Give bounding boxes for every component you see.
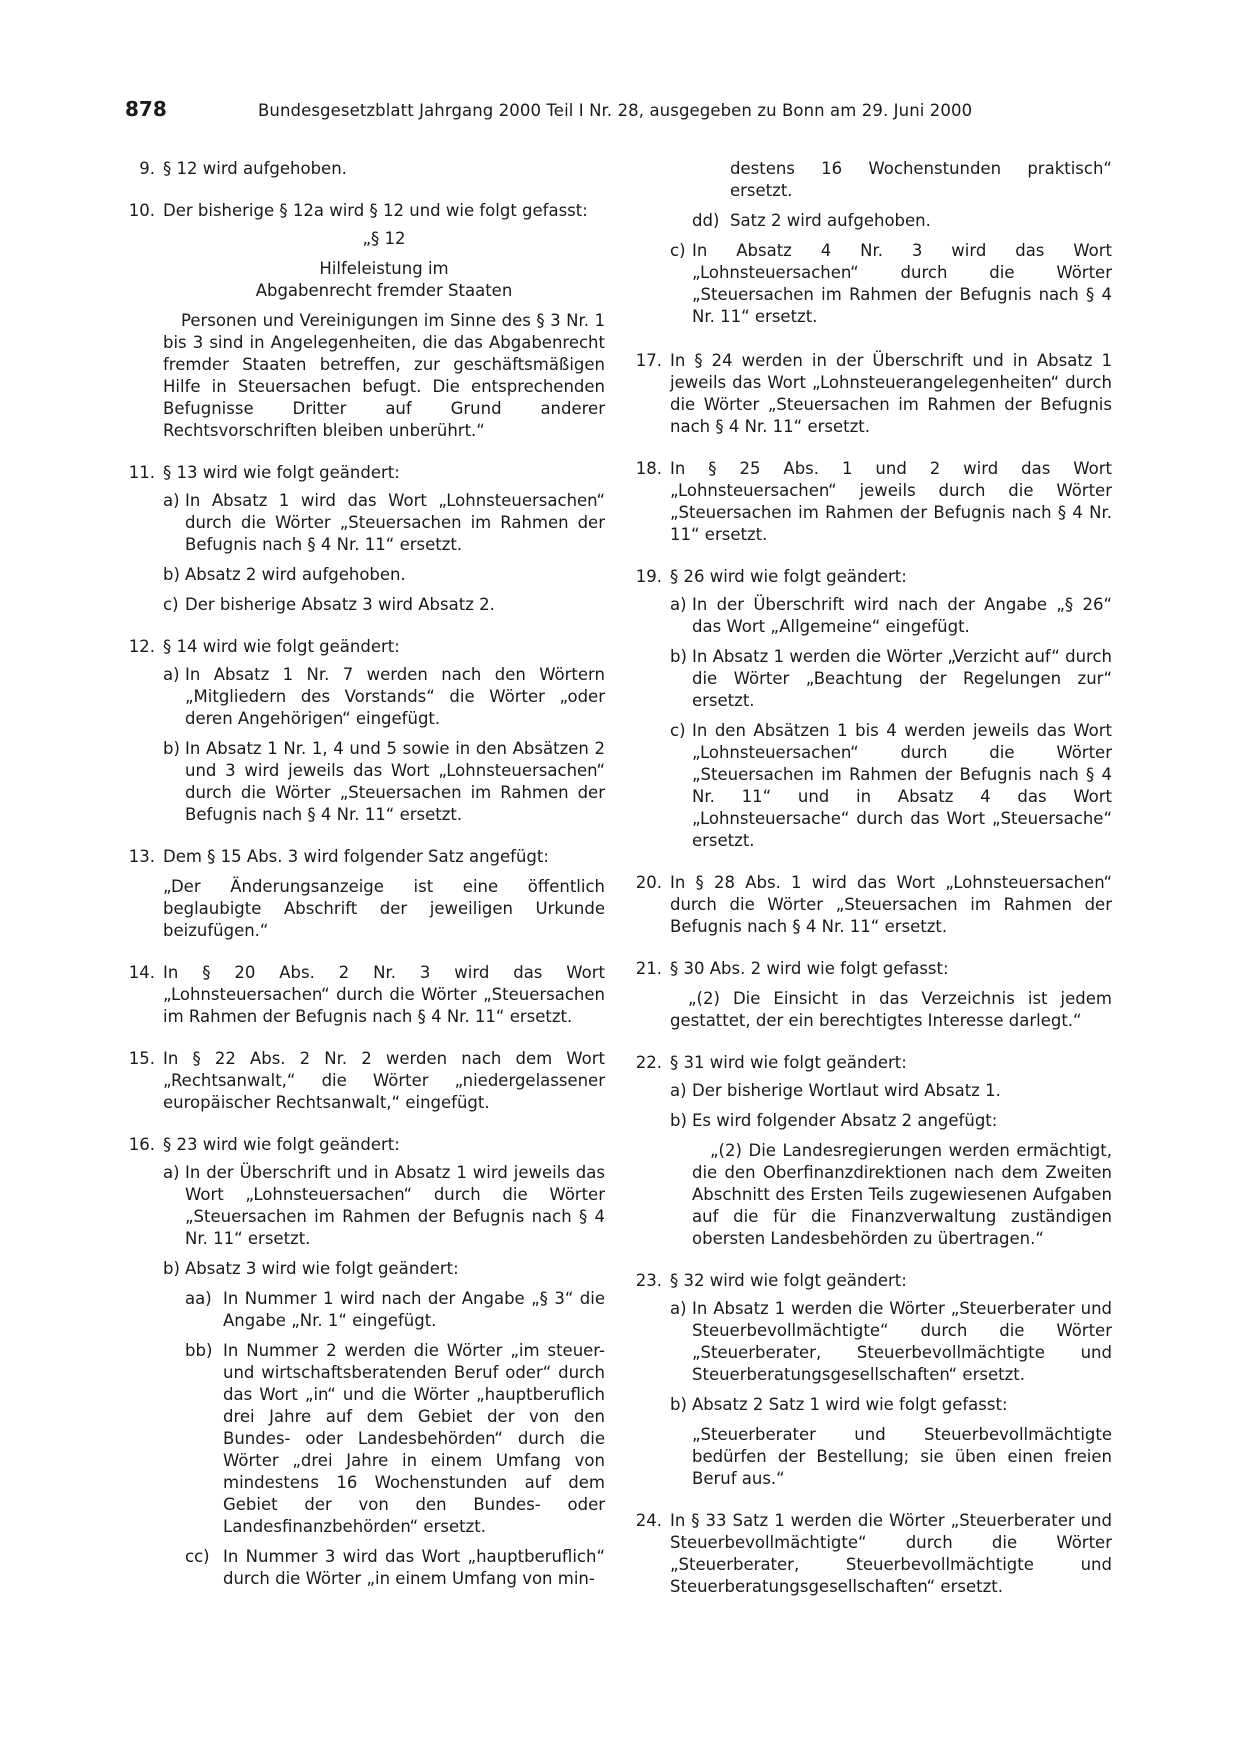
item-number: 9. [139, 159, 155, 178]
running-title: Bundesgesetzblatt Jahrgang 2000 Teil I Nr. 28, ausgegeben zu Bonn am 29. Juni 2000 [258, 101, 973, 120]
quoted-sentence: „Steuerberater und Steuerbevollmächtigte bedürfen der Bestellung; sie üben einen freien Beruf aus.“ [692, 1425, 1112, 1488]
item-16-subitems [125, 1162, 605, 1590]
item-text: § 12 wird aufgehoben. [163, 159, 347, 178]
item-12-subitems [125, 664, 605, 826]
item-text: § 23 wird wie folgt geändert: [163, 1135, 400, 1154]
subsubitem-dd [632, 210, 1112, 232]
subsubitem-label: dd) [692, 211, 720, 230]
item-number: 14. [128, 963, 155, 982]
item-text: In § 28 Abs. 1 wird das Wort „Lohnsteuersachen“ durch die Wörter „Steuersachen im Rahmen der Befugnis nach § 4 Nr. 11“ ersetzt. [670, 873, 1112, 936]
subsubitem-label: aa) [185, 1289, 212, 1308]
item-10 [125, 200, 605, 442]
subitem-text: Absatz 2 Satz 1 wird wie folgt gefasst: [692, 1395, 1008, 1414]
subitem-a [632, 594, 1112, 638]
left-column [125, 158, 605, 1590]
subitem-b [125, 564, 605, 586]
item-text: In § 25 Abs. 1 und 2 wird das Wort „Lohnsteuersachen“ jeweils durch die Wörter „Steuersachen im Rahmen der Befugnis nach § 4 Nr. 11“ ersetzt. [670, 459, 1112, 544]
right-column [632, 158, 1112, 1618]
item-number: 21. [635, 959, 662, 978]
subitem-a [125, 1162, 605, 1250]
item-16 [125, 1134, 605, 1156]
subitem-label: a) [670, 1299, 687, 1318]
item-23-subitems [632, 1298, 1112, 1490]
subitem-label: a) [163, 491, 180, 510]
item-22 [632, 1052, 1112, 1074]
subitem-b [632, 1394, 1112, 1416]
section-heading-line-2: Abgabenrecht fremder Staaten [255, 281, 513, 300]
item-text: § 32 wird wie folgt geändert: [670, 1271, 907, 1290]
subitem-label: a) [163, 1163, 180, 1182]
item-19-subitems [632, 594, 1112, 852]
item-number: 23. [635, 1271, 662, 1290]
subitem-text: In Absatz 1 Nr. 1, 4 und 5 sowie in den Absätzen 2 und 3 wird jeweils das Wort „Lohnsteuersachen“ durch die Wörter „Steuersachen im Rahmen der Befugnis nach § 4 Nr. 11“ ersetzt. [185, 739, 605, 824]
subsubitem-cc [125, 1546, 605, 1590]
subsubitem-aa [125, 1288, 605, 1332]
item-number: 17. [635, 351, 662, 370]
section-body: Personen und Vereinigungen im Sinne des § 3 Nr. 1 bis 3 sind in Angelegenheiten, die das Abgabenrecht fremder Staaten betreffen, zur geschäftsmäßigen Hilfe in Steuersachen befugt. Die entsprechenden Befugnisse Dritter auf Grund anderer Rechtsvorschriften bleiben unberührt.“ [163, 311, 605, 440]
item-9 [125, 158, 605, 180]
item-number: 11. [128, 463, 155, 482]
item-text: § 31 wird wie folgt geändert: [670, 1053, 907, 1072]
subsubitem-text: Satz 2 wird aufgehoben. [730, 211, 931, 230]
subsubitem-text: In Nummer 3 wird das Wort „hauptberuflich“ durch die Wörter „in einem Umfang von min- [223, 1547, 605, 1588]
subitem-label: b) [670, 647, 687, 666]
item-text: § 26 wird wie folgt geändert: [670, 567, 907, 586]
quoted-paragraph: „(2) Die Einsicht in das Verzeichnis ist jedem gestattet, der ein berechtigtes Interesse darlegt.“ [670, 989, 1112, 1030]
item-text: Dem § 15 Abs. 3 wird folgender Satz angefügt: [163, 847, 549, 866]
page-header [125, 98, 1115, 128]
item-text: § 30 Abs. 2 wird wie folgt gefasst: [670, 959, 949, 978]
item-text: In § 33 Satz 1 werden die Wörter „Steuerberater und Steuerbevollmächtigte“ durch die Wörter „Steuerberater, Steuerbevollmächtigte und Steuerberatungsgesellschaften“ ersetzt. [670, 1511, 1112, 1596]
subitem-c [632, 720, 1112, 852]
item-number: 15. [128, 1049, 155, 1068]
item-text: § 13 wird wie folgt geändert: [163, 463, 400, 482]
subitem-text: In den Absätzen 1 bis 4 werden jeweils das Wort „Lohnsteuersachen“ durch die Wörter „Steuersachen im Rahmen der Befugnis nach § 4 Nr. 11“ und in Absatz 4 das Wort „Lohnsteuersache“ durch das Wort „Steuersache“ ersetzt. [692, 721, 1112, 850]
subitem-text: In der Überschrift wird nach der Angabe „§ 26“ das Wort „Allgemeine“ eingefügt. [692, 595, 1112, 636]
subitem-text: Es wird folgender Absatz 2 angefügt: [692, 1111, 998, 1130]
subitem-label: c) [670, 721, 686, 740]
subitem-text: Absatz 3 wird wie folgt geändert: [185, 1259, 459, 1278]
item-number: 20. [635, 873, 662, 892]
item-11-subitems [125, 490, 605, 616]
page-number: 878 [125, 97, 167, 121]
subitem-text: In Absatz 1 wird das Wort „Lohnsteuersachen“ durch die Wörter „Steuersachen im Rahmen der Befugnis nach § 4 Nr. 11“ ersetzt. [185, 491, 605, 554]
subitem-label: b) [670, 1111, 687, 1130]
subitem-text: In der Überschrift und in Absatz 1 wird jeweils das Wort „Lohnsteuersachen“ durch die Wörter „Steuersachen im Rahmen der Befugnis nach § 4 Nr. 11“ ersetzt. [185, 1163, 605, 1248]
subitem-label: b) [163, 739, 180, 758]
item-11 [125, 462, 605, 484]
subitem-text: In Absatz 4 Nr. 3 wird das Wort „Lohnsteuersachen“ durch die Wörter „Steuersachen im Rahmen der Befugnis nach § 4 Nr. 11“ ersetzt. [692, 241, 1112, 326]
subsubitem-label: cc) [185, 1547, 210, 1566]
subitem-label: b) [670, 1395, 687, 1414]
item-17 [632, 350, 1112, 438]
subitem-label: c) [670, 241, 686, 260]
subitem-a [125, 490, 605, 556]
item-text: § 14 wird wie folgt geändert: [163, 637, 400, 656]
item-23 [632, 1270, 1112, 1292]
subitem-text: Der bisherige Wortlaut wird Absatz 1. [692, 1081, 1001, 1100]
item-14 [125, 962, 605, 1028]
item-number: 19. [635, 567, 662, 586]
item-12 [125, 636, 605, 658]
subitem-text: Der bisherige Absatz 3 wird Absatz 2. [185, 595, 495, 614]
subitem-a [125, 664, 605, 730]
subitem-a [632, 1298, 1112, 1386]
subitem-text: In Absatz 1 werden die Wörter „Verzicht auf“ durch die Wörter „Beachtung der Regelungen zur“ ersetzt. [692, 647, 1112, 710]
subitem-b [125, 1258, 605, 1280]
item-24 [632, 1510, 1112, 1598]
item-number: 22. [635, 1053, 662, 1072]
subitem-c [125, 594, 605, 616]
item-number: 12. [128, 637, 155, 656]
section-heading-line-1: Hilfeleistung im [319, 259, 449, 278]
subitem-b [632, 646, 1112, 712]
item-19 [632, 566, 1112, 588]
subsubitem-text: In Nummer 2 werden die Wörter „im steuer- und wirtschaftsberatenden Beruf oder“ durch das Wort „in“ und die Wörter „hauptberuflich drei Jahre auf dem Gebiet der von den Bundes- oder Landesbehörden“ durch die Wörter „drei Jahre in einem Umfang von mindestens 16 Wochenstunden auf dem Gebiet der von den Bundes- oder Landesfinanzbehörden“ ersetzt. [223, 1341, 605, 1536]
subitem-label: b) [163, 1259, 180, 1278]
item-number: 16. [128, 1135, 155, 1154]
item-18 [632, 458, 1112, 546]
subsubitem-bb [125, 1340, 605, 1538]
item-number: 18. [635, 459, 662, 478]
item-number: 13. [128, 847, 155, 866]
subitem-text: Absatz 2 wird aufgehoben. [185, 565, 406, 584]
item-text: In § 22 Abs. 2 Nr. 2 werden nach dem Wort „Rechtsanwalt,“ die Wörter „niedergelassener europäischer Rechtsanwalt,“ eingefügt. [163, 1049, 605, 1112]
subitem-b [125, 738, 605, 826]
item-number: 10. [128, 201, 155, 220]
subitem-label: a) [163, 665, 180, 684]
item-21 [632, 958, 1112, 1032]
quoted-paragraph: „(2) Die Landesregierungen werden ermächtigt, die den Oberfinanzdirektionen nach dem Zweiten Abschnitt des Ersten Teils zugewiesenen Aufgaben auf die für die Finanzverwaltung zuständigen obersten Landesbehörden zu übertragen.“ [692, 1141, 1112, 1248]
item-22-subitems [632, 1080, 1112, 1250]
subitem-text: In Absatz 1 Nr. 7 werden nach den Wörtern „Mitgliedern des Vorstands“ die Wörter „oder deren Angehörigen“ eingefügt. [185, 665, 605, 728]
subsubitem-label: bb) [185, 1341, 213, 1360]
item-13 [125, 846, 605, 942]
subitem-label: c) [163, 595, 179, 614]
subitem-label: a) [670, 1081, 687, 1100]
quoted-sentence: „Der Änderungsanzeige ist eine öffentlich beglaubigte Abschrift der jeweiligen Urkunde beizufügen.“ [163, 877, 605, 940]
item-number: 24. [635, 1511, 662, 1530]
subitem-text: In Absatz 1 werden die Wörter „Steuerberater und Steuerbevollmächtigte“ durch die Wörter „Steuerberater, Steuerbevollmächtigte und Steuerberatungsgesellschaften“ ersetzt. [692, 1299, 1112, 1384]
item-text: Der bisherige § 12a wird § 12 und wie folgt gefasst: [163, 201, 588, 220]
item-text: In § 24 werden in der Überschrift und in Absatz 1 jeweils das Wort „Lohnsteuerangelegenheiten“ durch die Wörter „Steuersachen im Rahmen der Befugnis nach § 4 Nr. 11“ ersetzt. [670, 351, 1112, 436]
subitem-label: a) [670, 595, 687, 614]
item-20 [632, 872, 1112, 938]
subitem-b [632, 1110, 1112, 1132]
subitem-label: b) [163, 565, 180, 584]
item-text: In § 20 Abs. 2 Nr. 3 wird das Wort „Lohnsteuersachen“ durch die Wörter „Steuersachen im Rahmen der Befugnis nach § 4 Nr. 11“ ersetzt. [163, 963, 605, 1026]
continued-text: destens 16 Wochenstunden praktisch“ ersetzt. [730, 159, 1112, 200]
subsubitem-text: In Nummer 1 wird nach der Angabe „§ 3“ die Angabe „Nr. 1“ eingefügt. [223, 1289, 605, 1330]
section-number: „§ 12 [362, 229, 406, 248]
item-15 [125, 1048, 605, 1114]
subitem-a [632, 1080, 1112, 1102]
subitem-c [632, 240, 1112, 328]
